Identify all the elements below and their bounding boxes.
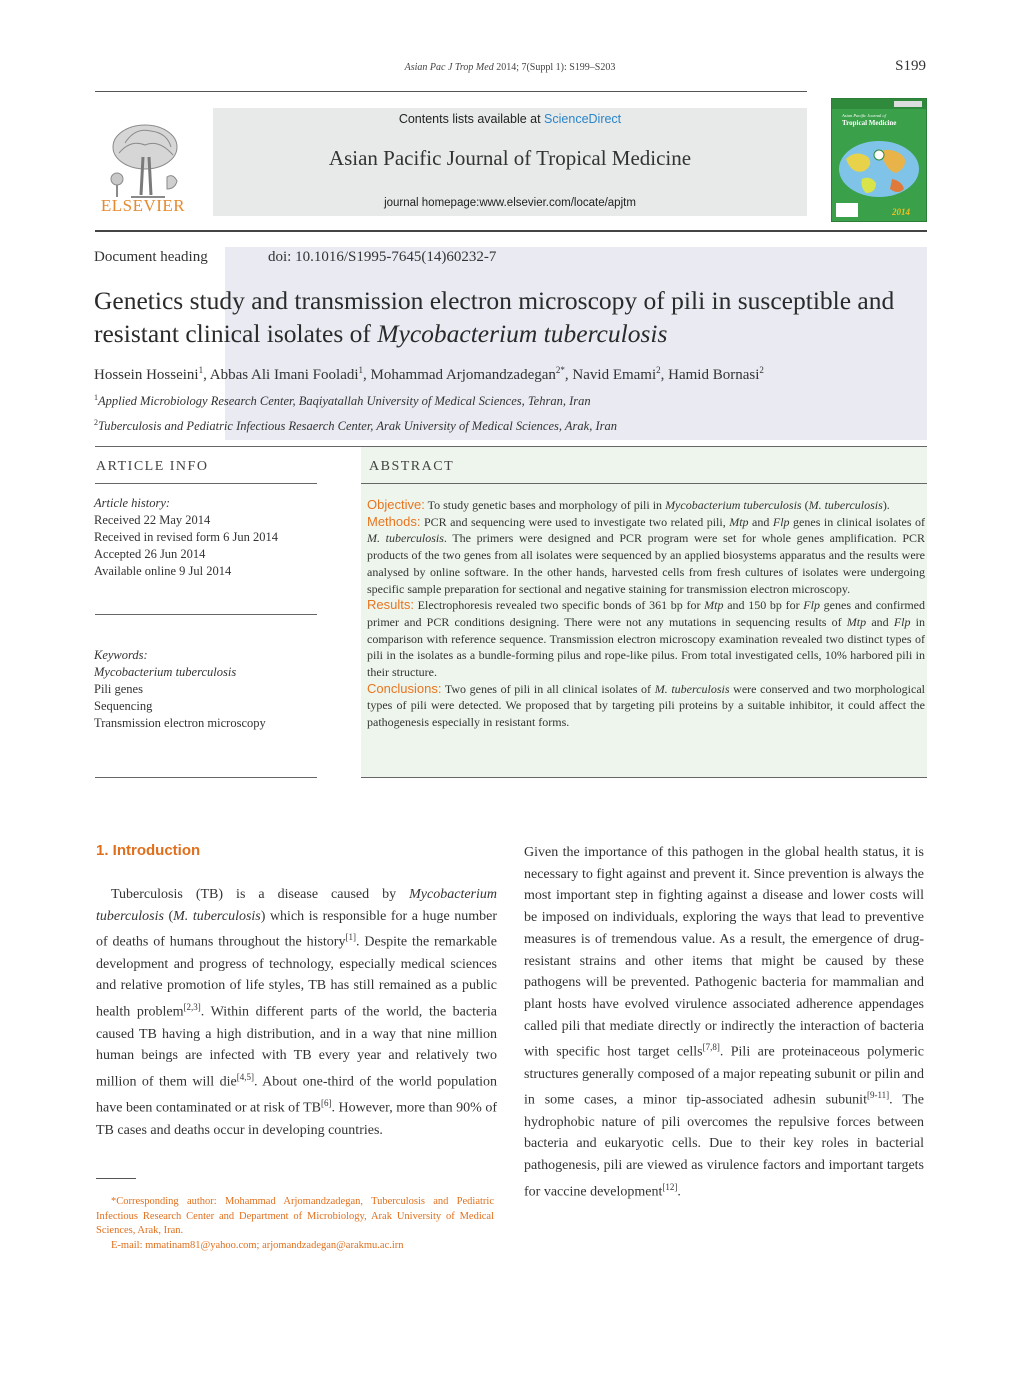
author[interactable]: Mohammad Arjomandzadegan [370, 367, 556, 383]
citation-ref[interactable]: [12] [662, 1181, 678, 1192]
journal-cover [831, 98, 927, 222]
keywords-end-rule [95, 777, 317, 778]
publisher-name: ELSEVIER [100, 196, 186, 215]
footnote-rule [96, 1178, 136, 1179]
corresponding-author-footnote: *Corresponding author: Mohammad Arjomandzadegan, Tuberculosis and Pediatric Infectious Research Center and Department of Microbiology, Arak University of Medical Sciences, Arak, Iran. E-mail: mmatinam81@yahoo.com; arjomandzadegan@arakmu.ac.irn [96, 1195, 494, 1253]
contents-line: Contents lists available at ScienceDirect [398, 112, 622, 126]
keyword: Transmission electron microscopy [94, 716, 266, 730]
abstract-heading: ABSTRACT [369, 459, 455, 474]
keyword: Mycobacterium tuberculosis [94, 665, 237, 679]
history-item: Received 22 May 2014 [94, 513, 211, 527]
citation-ref[interactable]: [4,5] [236, 1071, 254, 1082]
history-item: Available online 9 Jul 2014 [94, 564, 232, 578]
keywords: Keywords: Mycobacterium tuberculosis Pili genes Sequencing Transmission electron microscopy [94, 647, 314, 732]
citation-ref[interactable]: [2,3] [183, 1002, 201, 1013]
intro-paragraph-2: Given the importance of this pathogen in the global health status, it is necessary to fight against and prevent it. Since prevention is always the most important step in fighting against a disease and lower costs will be imposed on individuals, exploring the ways that lead to preventive measures is of tremendous value. As a result, the emergence of drug-resistant strains and other items that might be caused by these pathogens will be prevented. Pathogenic bacteria for mammalian and plant hosts have evolved virulence associated adherence appendages called pili that mediate directly or indirectly the interaction of bacteria with specific host target cells[7,8]. Pili are proteinaceous polymeric structures generally composed of a major repeating subunit or pilin and in some cases, a minor tip-associated adhesin subunit[9-11]. The hydrophobic nature of pili overcomes the repulsive forces between bacteria and eukaryotic cells. Due to their key roles in bacterial pathogenesis, pili are viewed as virulence factors and important targets for vaccine development[12]. [524, 845, 924, 1200]
author[interactable]: Hamid Bornasi [668, 367, 760, 383]
abstract-methods: Methods: PCR and sequencing were used to investigate two related pili, Mtp and Flp genes in clinical isolates of M. tuberculosis. The primers were designed and PCR program were set for whole genes amplification. PCR products of the two genes from all isolates were sequenced by an applied biosystems apparatus and the results were analysed by online software. In the other hands, harvested cells from fresh cultures of isolates were undergoing specific sample preparation for sectional and negative staining for transmission electron microscopy. [367, 513, 926, 596]
citation-ref[interactable]: [9-11] [866, 1090, 890, 1101]
intro-paragraph-1: Tuberculosis (TB) is a disease caused by Mycobacterium tuberculosis (M. tuberculosis) which is responsible for a huge number of deaths of humans throughout the history[1]. Despite the remarkable development and progress of technology, especially medical sciences and relative promotion of life styles, TB has still remained as a public health problem[2,3]. Within different parts of the world, the bacteria caused TB having a high distribution, and in a way that nine million human beings are infected with TB every year and relatively two million of them will die[4,5]. About one-third of the world population have been contaminated or at risk of TB[6]. However, more than 90% of TB cases and deaths occur in developing countries. [96, 887, 498, 1138]
history-item: Accepted 26 Jun 2014 [94, 547, 206, 561]
article-history: Article history: Received 22 May 2014 Received in revised form 6 Jun 2014 Accepted 26 Jun 2014 Available online 9 Jul 2014 [94, 495, 314, 580]
section-heading-introduction: 1. Introduction [96, 842, 201, 859]
history-item: Received in revised form 6 Jun 2014 [94, 530, 278, 544]
sciencedirect-link[interactable]: ScienceDirect [544, 112, 622, 126]
journal-homepage[interactable]: journal homepage:www.elsevier.com/locate/apjtm [384, 197, 636, 209]
running-head: Asian Pac J Trop Med 2014; 7(Suppl 1): S199–S203 [404, 62, 616, 73]
affiliation: $^1$Applied Microbiology Research Center, Baqiyatallah University of Medical Sciences, Tehran, Iran [94, 393, 591, 409]
cover-year: 2014 [892, 207, 910, 217]
author[interactable]: Abbas Ali Imani Fooladi [209, 367, 359, 383]
keyword: Pili genes [94, 682, 143, 696]
history-end-rule [95, 614, 317, 615]
journal-title: Asian Pacific Journal of Tropical Medicine [328, 146, 692, 170]
cover-journal-line2: Tropical Medicine [842, 119, 897, 127]
article-info-rule [95, 483, 317, 484]
abstract-rule [361, 483, 927, 484]
abstract-results: Results: Electrophoresis revealed two specific bonds of 361 bp for Mtp and 150 bp for Flp genes and confirmed primer and PCR conditions designing. There were not any mutations in sequencing results of Mtp and Flp in comparison with reference sequence. Transmission electron microscopy examination revealed two distinct types of pili in the isolates as a bundle-forming pilus and rope-like pilus. From total investigated cells, 10% harbored pili in their structure. [367, 597, 926, 680]
doi[interactable]: doi: 10.1016/S1995-7645(14)60232-7 [268, 249, 497, 265]
article-title: Genetics study and transmission electron microscopy of pili in susceptible and resistant clinical isolates of Mycobacterium tuberculosis [94, 286, 895, 348]
affiliation: $^2$Tuberculosis and Pediatric Infectious Resaerch Center, Arak University of Medical Sciences, Arak, Iran [94, 418, 617, 434]
abstract-conclusions: Conclusions: Two genes of pili in all clinical isolates of M. tuberculosis were conserved and two morphological types of pili were detected. We proposed that by targeting pili proteins by a suitable inhibitor, it could affect the pathogenesis especially in resistant forms. [367, 680, 925, 730]
keyword: Sequencing [94, 699, 153, 713]
article-info-heading: ARTICLE INFO [96, 459, 209, 474]
author-list: Hossein Hosseini$^1$, Abbas Ali Imani Fooladi$^1$, Mohammad Arjomandzadegan$^{2*}$, Navid Emami$^2$, Hamid Bornasi$^2$ [94, 365, 764, 383]
abstract-text [367, 497, 925, 731]
email-line[interactable]: E-mail: mmatinam81@yahoo.com; arjomandzadegan@arakmu.ac.irn [111, 1239, 404, 1251]
info-top-rule [95, 446, 927, 447]
citation-ref[interactable]: [6] [320, 1098, 332, 1109]
author[interactable]: Navid Emami [572, 367, 657, 383]
citation-ref[interactable]: [1] [345, 932, 356, 943]
citation-ref[interactable]: [7,8] [702, 1042, 720, 1053]
top-rule [95, 91, 807, 92]
document-heading: Document heading [94, 249, 208, 265]
abstract-end-rule [361, 777, 927, 778]
cover-journal-line1: Asian Pacific Journal of [842, 113, 886, 118]
abstract-objective: Objective: To study genetic bases and morphology of pili in Mycobacterium tuberculosis (M. tuberculosis). [367, 497, 890, 512]
header-rule [95, 230, 927, 232]
page-number: S199 [895, 58, 926, 74]
journal-cover-art [832, 99, 926, 221]
author[interactable]: Hossein Hosseini [94, 367, 199, 383]
